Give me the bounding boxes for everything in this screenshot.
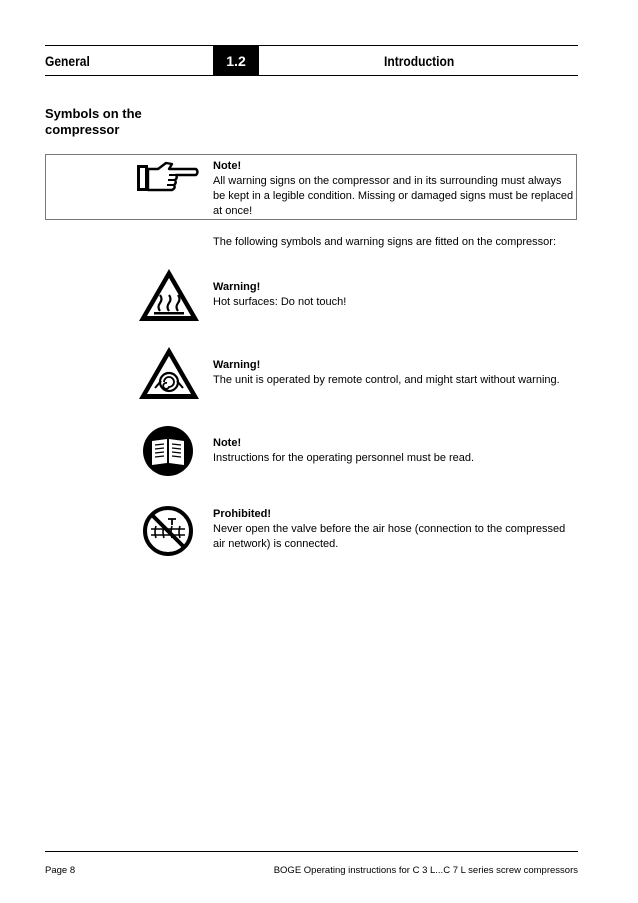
note-title: Note! — [213, 160, 242, 172]
symbol-1-text: Hot surfaces: Do not touch! — [213, 296, 347, 308]
footer-document-title: BOGE Operating instructions for C 3 L...C 7 L series screw compressors — [273, 865, 578, 876]
hot-surface-warning-icon — [137, 267, 201, 323]
symbol-4-text: Never open the valve before the air hose (connection to the compressed air network) is connected. — [213, 523, 566, 550]
symbol-4-title: Prohibited! — [213, 508, 272, 520]
header-section-title: Introduction — [384, 52, 455, 69]
section-title: Symbols on the compressor — [45, 106, 142, 137]
remote-control-warning-icon — [137, 345, 201, 401]
page-number: Page 8 — [45, 865, 76, 876]
symbol-3-title: Note! — [213, 437, 242, 449]
header-section-number: 1.2 — [213, 46, 259, 75]
header-top-rule — [45, 45, 578, 46]
intro-text: The following symbols and warning signs are fitted on the compressor: — [213, 236, 557, 248]
symbol-3-text: Instructions for the operating personnel must be read. — [213, 452, 475, 464]
footer-rule — [45, 851, 578, 852]
symbol-2-title: Warning! — [213, 359, 261, 371]
symbol-2-text: The unit is operated by remote control, and might start without warning. — [213, 374, 560, 386]
read-manual-icon — [142, 425, 194, 477]
note-text: All warning signs on the compressor and in its surrounding must always be kept in a legible condition. Missing or damaged signs must be replaced at once! — [213, 175, 574, 217]
symbol-1-title: Warning! — [213, 281, 261, 293]
header-chapter: General — [45, 52, 90, 69]
no-open-valve-icon — [142, 505, 194, 557]
pointing-hand-icon — [136, 160, 200, 194]
header-bottom-rule — [45, 75, 578, 76]
